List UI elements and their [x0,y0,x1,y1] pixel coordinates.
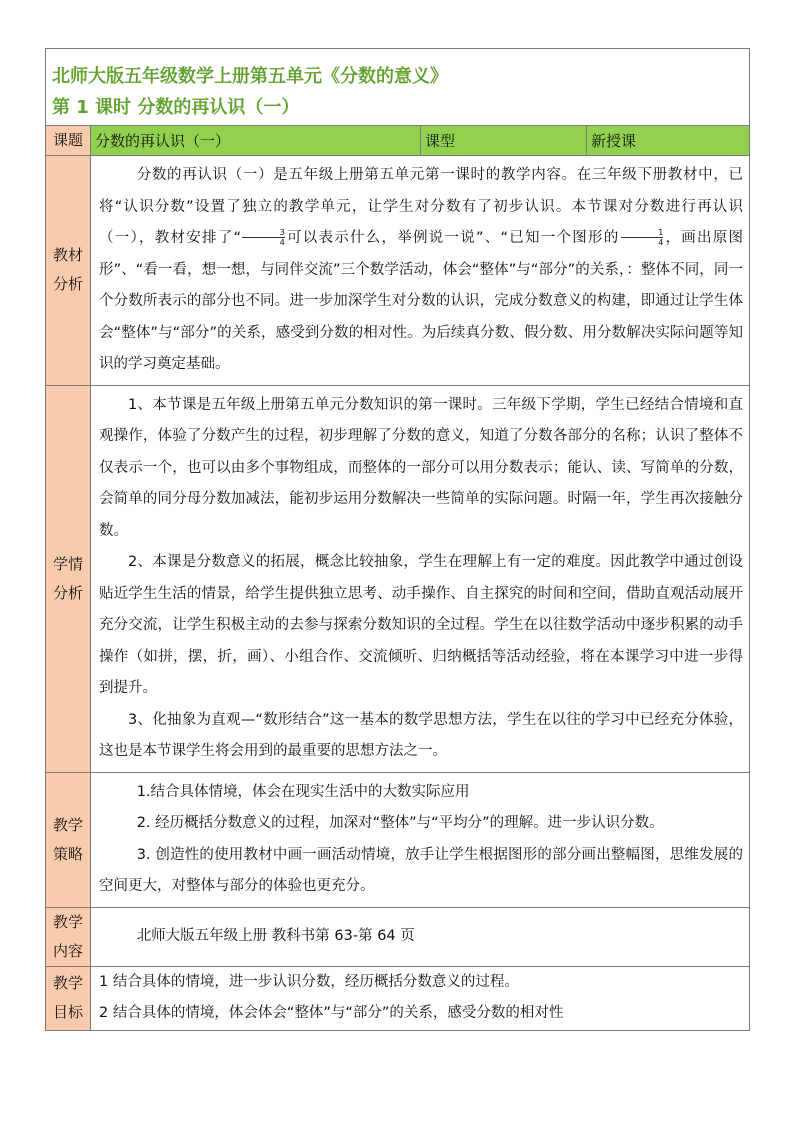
paragraph: 北师大版五年级上册 教科书第 63-第 64 页 [136,927,415,944]
label-line: 分析 [52,583,83,602]
label-line: 学情 [52,554,83,573]
content-label [46,907,91,966]
topic-row [46,126,750,156]
label-line: 教材 [52,246,83,265]
label-line: 教学 [52,912,83,931]
paragraph: 3、化抽象为直观—“数形结合”这一基本的数学思想方法，学生在以往的学习中已经充分体验，这也是本节课学生将会用到的最重要的思想方法之一。 [99,711,743,759]
label-line: 教学 [52,815,83,834]
document-title: 北师大版五年级数学上册第五单元《分数的意义》 [46,49,750,90]
goals-row [46,966,750,1030]
student-analysis-row [46,385,750,772]
text-segment: ，画出原图形”、“看一看，想一想，与同伴交流”三个数学活动，体会“整体”与“部分”的关系，：整体不同，同一个分数所表示的部分也不同。进一步加深学生对分数的认识，完成分数意义的构建，即通过让学生体会“整体”与“部分”的关系，感受到分数的相对性。为后续真分数、假分数、用分数解决实际问题等知识的学习奠定基础。 [99,230,744,372]
fraction-one-quarter: $\frac{1}{4}$ [621,228,664,247]
textbook-analysis-label [46,156,91,386]
student-analysis-text [91,385,750,772]
paragraph: 2、本课是分数意义的拓展，概念比较抽象，学生在理解上有一定的难度。因此教学中通过创设贴近学生生活的情景，给学生提供独立思考、动手操作、自主探究的时间和空间，借助直观活动展开充分交流，让学生积极主动的去参与探索分数知识的全过程。学生在以往数学活动中逐步积累的动手操作（如拼，摆，折，画）、小组合作、交流倾听、归纳概括等活动经验，将在本课学习中进一步得到提升。 [99,554,743,696]
text-segment: 分数的再认识（一）是五年级上册第五单元第一课时的教学内容。在三年级下册教材中，已将“认识分数”设置了独立的教学单元，让学生对分数有了初步认识。本节课对分数进行再认识（一），教材安排了“ [99,167,743,246]
fraction-three-quarters: $\frac{3}{4}$ [242,228,285,247]
type-label: 课型 [421,126,587,156]
goals-text [91,966,750,1030]
lesson-plan-table [45,48,750,1031]
textbook-analysis-text [91,156,750,386]
label-line: 教学 [52,974,83,992]
label-line: 分析 [52,275,83,294]
strategy-row [46,772,750,907]
type-value: 新授课 [587,126,750,156]
text-segment: 可以表示什么，举例说一说”、“已知一个图形的 [285,230,620,246]
topic-label: 课题 [46,126,91,156]
lesson-subtitle: 第 1 课时 分数的再认识（一） [46,89,750,126]
label-line: 目标 [52,1003,83,1021]
goals-label [46,966,91,1030]
student-analysis-label [46,385,91,772]
textbook-analysis-row [46,156,750,386]
content-text [91,907,750,966]
topic-value: 分数的再认识（一） [91,126,421,156]
paragraph: 2. 经历概括分数意义的过程，加深对“整体”与“平均分”的理解。进一步认识分数。 [136,815,664,831]
label-line: 策略 [52,844,83,863]
content-row [46,907,750,966]
paragraph: 2 结合具体的情境，体会体会“整体”与“部分”的关系，感受分数的相对性 [99,1005,564,1021]
lesson-plan-document [45,48,749,1031]
paragraph: 1.结合具体情境，体会在现实生活中的大数实际应用 [136,783,470,800]
label-line: 内容 [52,941,83,960]
paragraph: 3. 创造性的使用教材中画一画活动情境，放手让学生根据图形的部分画出整幅图，思维发展的空间更大，对整体与部分的体验也更充分。 [99,846,743,894]
strategy-text [91,772,750,907]
paragraph: 1、本节课是五年级上册第五单元分数知识的第一课时。三年级下学期，学生已经结合情境和直观操作，体验了分数产生的过程，初步理解了分数的意义，知道了分数各部分的名称；认识了整体不仅表示一个，也可以由多个事物组成，而整体的一部分可以用分数表示；能认、读、写简单的分数，会简单的同分母分数加减法，能初步运用分数解决一些简单的实际问题。时隔一年，学生再次接触分数。 [99,396,743,539]
paragraph: 1 结合具体的情境，进一步认识分数，经历概括分数意义的过程。 [99,973,519,990]
strategy-label [46,772,91,907]
